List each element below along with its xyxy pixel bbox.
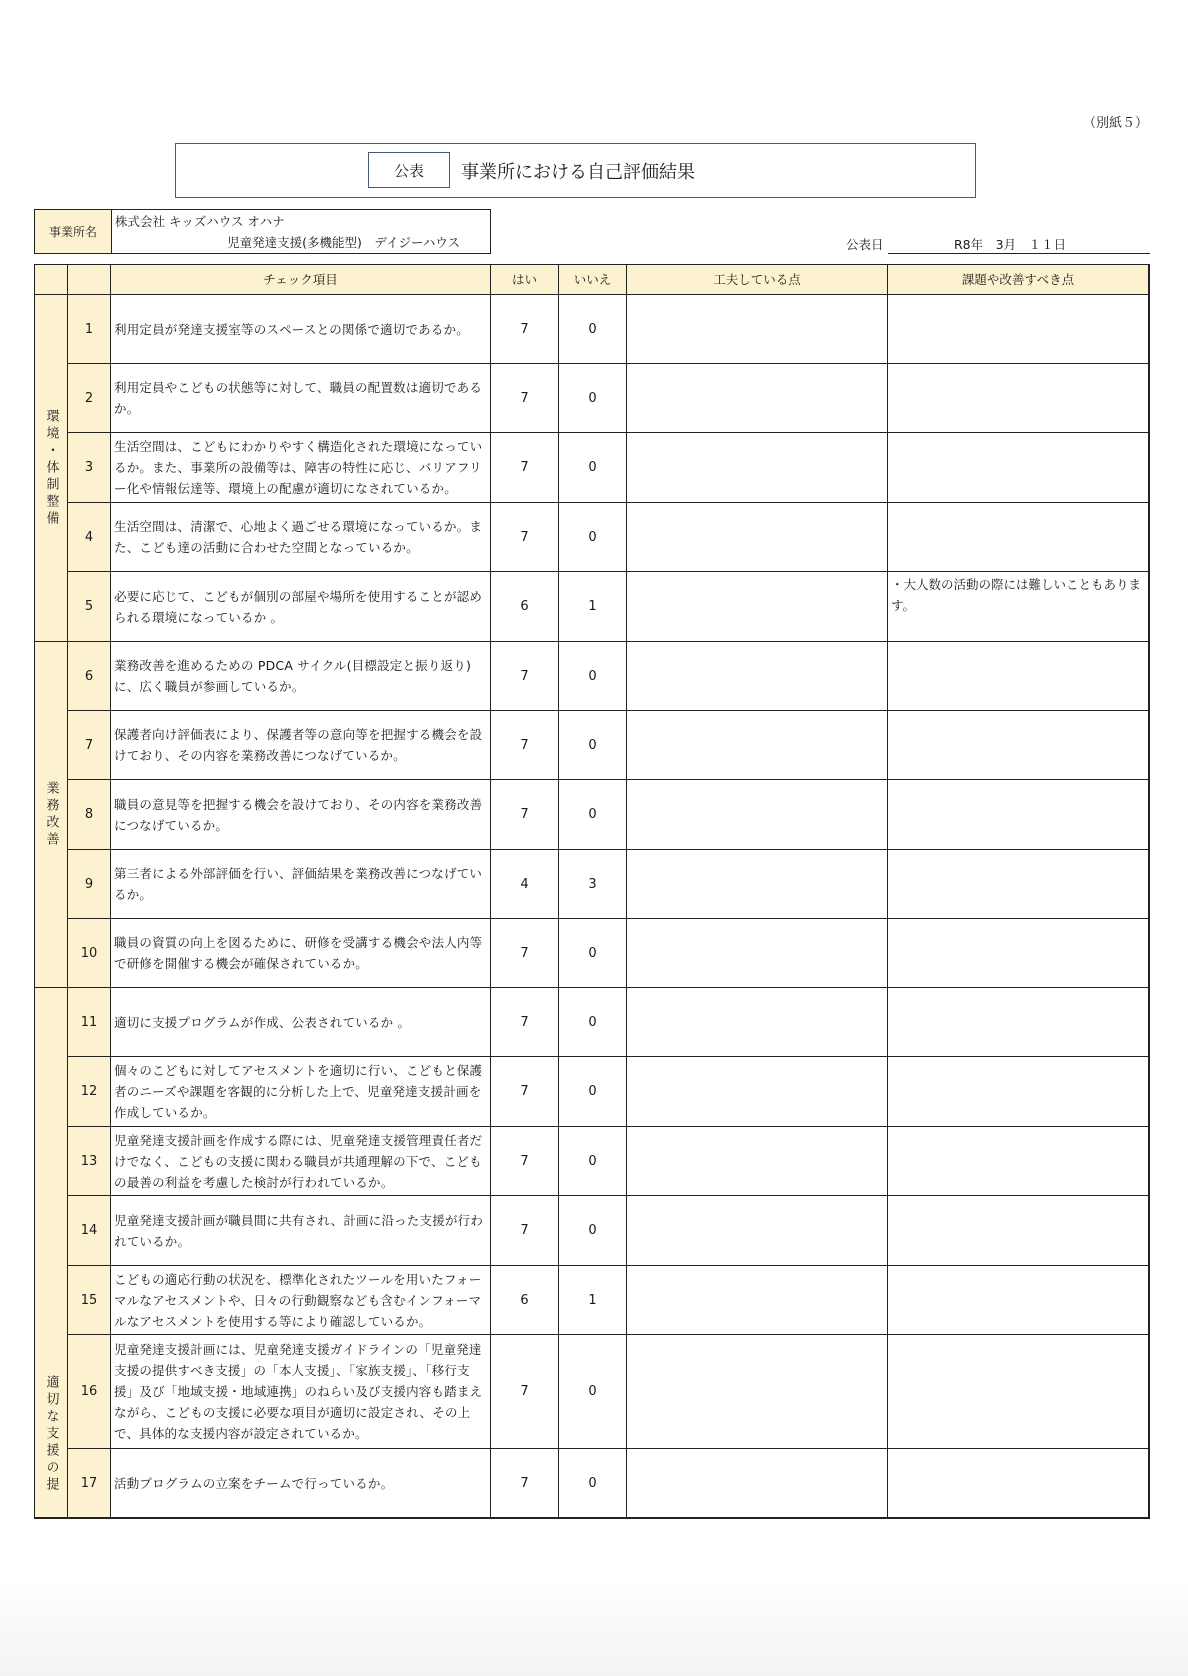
yes-count: 6 [491, 1266, 559, 1335]
issues-cell[interactable] [888, 711, 1149, 780]
header-yes: はい [491, 264, 559, 295]
publish-badge: 公表 [368, 152, 450, 188]
check-item-text: 適切に支援プログラムが作成、公表されているか 。 [114, 1014, 411, 1030]
check-item [111, 919, 491, 988]
good-points-cell[interactable] [627, 1335, 888, 1449]
good-points-cell[interactable] [627, 295, 888, 364]
no-count: 0 [559, 1449, 627, 1518]
check-item [111, 1196, 491, 1266]
check-item-text: 第三者による外部評価を行い、評価結果を業務改善につなげているか。 [114, 866, 483, 902]
section-label: 環境・体制整備 [43, 408, 59, 528]
check-item [111, 711, 491, 780]
row-number: 14 [68, 1196, 111, 1266]
yes-count: 7 [491, 433, 559, 503]
good-points-cell[interactable] [627, 1266, 888, 1335]
facility-name: 児童発達支援(多機能型) デイジーハウス [227, 235, 460, 250]
issues-cell[interactable] [888, 780, 1149, 850]
check-item [111, 1057, 491, 1127]
header-section [34, 264, 68, 295]
section-label-cell [34, 988, 68, 1518]
header-check-item: チェック項目 [111, 264, 491, 295]
yes-count: 7 [491, 1127, 559, 1196]
check-item [111, 780, 491, 850]
check-item-text: 児童発達支援計画が職員間に共有され、計画に沿った支援が行われているか。 [114, 1212, 484, 1249]
good-points-cell[interactable] [627, 364, 888, 433]
issues-cell[interactable] [888, 1057, 1149, 1127]
no-count: 1 [559, 572, 627, 642]
check-item [111, 1449, 491, 1518]
check-item-text: 利用定員が発達支援室等のスペースとの関係で適切であるか。 [114, 321, 469, 337]
check-item-text: 職員の資質の向上を図るために、研修を受講する機会や法人内等で研修を開催する機会が確保されているか。 [114, 935, 483, 971]
no-count: 3 [559, 850, 627, 919]
yes-count: 7 [491, 1449, 559, 1518]
issues-cell[interactable] [888, 1196, 1149, 1266]
good-points-cell[interactable] [627, 503, 888, 572]
no-count: 0 [559, 503, 627, 572]
row-number: 15 [68, 1266, 111, 1335]
yes-count: 7 [491, 1335, 559, 1449]
good-points-cell[interactable] [627, 780, 888, 850]
section-label: 適切な支援の提 [43, 1375, 59, 1494]
issues-cell[interactable] [888, 433, 1149, 503]
no-count: 0 [559, 988, 627, 1057]
issues-cell[interactable] [888, 642, 1149, 711]
yes-count: 7 [491, 364, 559, 433]
good-points-cell[interactable] [627, 642, 888, 711]
row-number: 8 [68, 780, 111, 850]
good-points-cell[interactable] [627, 850, 888, 919]
check-item [111, 433, 491, 503]
issues-cell[interactable] [888, 364, 1149, 433]
row-number: 13 [68, 1127, 111, 1196]
yes-count: 7 [491, 1196, 559, 1266]
good-points-cell[interactable] [627, 1127, 888, 1196]
no-count: 0 [559, 1127, 627, 1196]
row-number: 11 [68, 988, 111, 1057]
row-number: 7 [68, 711, 111, 780]
yes-count: 7 [491, 988, 559, 1057]
good-points-cell[interactable] [627, 1449, 888, 1518]
yes-count: 7 [491, 1057, 559, 1127]
check-item [111, 572, 491, 642]
no-count: 0 [559, 1057, 627, 1127]
check-item [111, 988, 491, 1057]
check-item-text: 個々のこどもに対してアセスメントを適切に行い、こどもと保護者のニーズや課題を客観的に分析した上で、児童発達支援計画を作成しているか。 [114, 1063, 483, 1120]
check-item-text: 活動プログラムの立案をチームで行っているか。 [114, 1475, 394, 1491]
check-item [111, 1266, 491, 1335]
row-number: 9 [68, 850, 111, 919]
office-name-label: 事業所名 [35, 210, 112, 253]
row-number: 6 [68, 642, 111, 711]
check-item [111, 850, 491, 919]
check-item-text: こどもの適応行動の状況を、標準化されたツールを用いたフォーマルなアセスメントや、日々の行動観察なども含むインフォーマルなアセスメントを使用する等により確認しているか。 [114, 1271, 482, 1329]
check-item-text: 必要に応じて、こどもが個別の部屋や場所を使用することが認められる環境になっているか 。 [114, 588, 483, 625]
check-item-text: 利用定員やこどもの状態等に対して、職員の配置数は適切であるか。 [114, 380, 483, 416]
section-label-cell [34, 295, 68, 642]
good-points-cell[interactable] [627, 988, 888, 1057]
check-item-text: 保護者向け評価表により、保護者等の意向等を把握する機会を設けており、その内容を業務改善につなげているか。 [114, 727, 483, 763]
check-item [111, 503, 491, 572]
header-number [68, 264, 111, 295]
publish-date-value: R8年 3月 １１日 [954, 237, 1067, 252]
good-points-cell[interactable] [627, 572, 888, 642]
publish-date-label: 公表日 [846, 237, 884, 252]
row-number: 3 [68, 433, 111, 503]
check-item [111, 1335, 491, 1449]
header-issues: 課題や改善すべき点 [888, 264, 1149, 295]
yes-count: 7 [491, 919, 559, 988]
good-points-cell[interactable] [627, 433, 888, 503]
check-item [111, 364, 491, 433]
check-item [111, 295, 491, 364]
good-points-cell[interactable] [627, 1057, 888, 1127]
yes-count: 4 [491, 850, 559, 919]
row-number: 12 [68, 1057, 111, 1127]
issues-cell[interactable] [888, 1449, 1149, 1518]
row-number: 10 [68, 919, 111, 988]
yes-count: 6 [491, 572, 559, 642]
company-name: 株式会社 キッズハウス オハナ [115, 214, 285, 229]
row-number: 4 [68, 503, 111, 572]
no-count: 0 [559, 1196, 627, 1266]
row-number: 16 [68, 1335, 111, 1449]
issues-cell[interactable] [888, 988, 1149, 1057]
issues-cell[interactable] [888, 295, 1149, 364]
check-item-text: 職員の意見等を把握する機会を設けており、その内容を業務改善につなげているか。 [114, 796, 483, 833]
issues-cell[interactable] [888, 503, 1149, 572]
no-count: 0 [559, 780, 627, 850]
issues-cell[interactable] [888, 919, 1149, 988]
issues-cell[interactable]: ・大人数の活動の際には難しいこともあります。 [888, 572, 1149, 642]
row-number: 1 [68, 295, 111, 364]
issues-cell[interactable] [888, 1127, 1149, 1196]
row-number: 2 [68, 364, 111, 433]
good-points-cell[interactable] [627, 711, 888, 780]
yes-count: 7 [491, 503, 559, 572]
no-count: 0 [559, 919, 627, 988]
good-points-cell[interactable] [627, 919, 888, 988]
no-count: 0 [559, 364, 627, 433]
check-item-text: 生活空間は、清潔で、心地よく過ごせる環境になっているか。また、こども達の活動に合わせた空間となっているか。 [114, 519, 483, 555]
section-label: 業務改善 [43, 780, 59, 849]
yes-count: 7 [491, 780, 559, 850]
attachment-label: （別紙５） [1083, 116, 1149, 131]
yes-count: 7 [491, 642, 559, 711]
check-item-text: 業務改善を進めるための PDCA サイクル(目標設定と振り返り)に、広く職員が参画しているか。 [114, 658, 472, 694]
no-count: 0 [559, 295, 627, 364]
row-number: 17 [68, 1449, 111, 1518]
no-count: 0 [559, 1335, 627, 1449]
check-item [111, 1127, 491, 1196]
issues-cell[interactable] [888, 850, 1149, 919]
no-count: 0 [559, 433, 627, 503]
row-number: 5 [68, 572, 111, 642]
yes-count: 7 [491, 295, 559, 364]
check-item-text: 児童発達支援計画を作成する際には、児童発達支援管理責任者だけでなく、こどもの支援に関わる職員が共通理解の下で、こどもの最善の利益を考慮した検討が行われているか。 [114, 1132, 483, 1190]
section-label-cell [34, 642, 68, 988]
issues-cell[interactable] [888, 1266, 1149, 1335]
header-good-points: 工夫している点 [627, 264, 888, 295]
no-count: 0 [559, 642, 627, 711]
header-no: いいえ [559, 264, 627, 295]
page-title: 事業所における自己評価結果 [461, 162, 695, 183]
issues-cell[interactable] [888, 1335, 1149, 1449]
check-item-text: 生活空間は、こどもにわかりやすく構造化された環境になっているか。また、事業所の設備等は、障害の特性に応じ、バリアフリー化や情報伝達等、環境上の配慮が適切になされているか。 [114, 439, 483, 496]
check-item-text: 児童発達支援計画には、児童発達支援ガイドラインの「児童発達支援の提供すべき支援」の「本人支援」、「家族支援」、「移行支援」及び「地域支援・地域連携」のねらい及び支援内容も踏まえながら、こどもの支援に必要な項目が適切に設定され、その上で、具体的な支援内容が設定されているか。 [114, 1342, 483, 1441]
yes-count: 7 [491, 711, 559, 780]
good-points-cell[interactable] [627, 1196, 888, 1266]
check-item [111, 642, 491, 711]
no-count: 1 [559, 1266, 627, 1335]
no-count: 0 [559, 711, 627, 780]
